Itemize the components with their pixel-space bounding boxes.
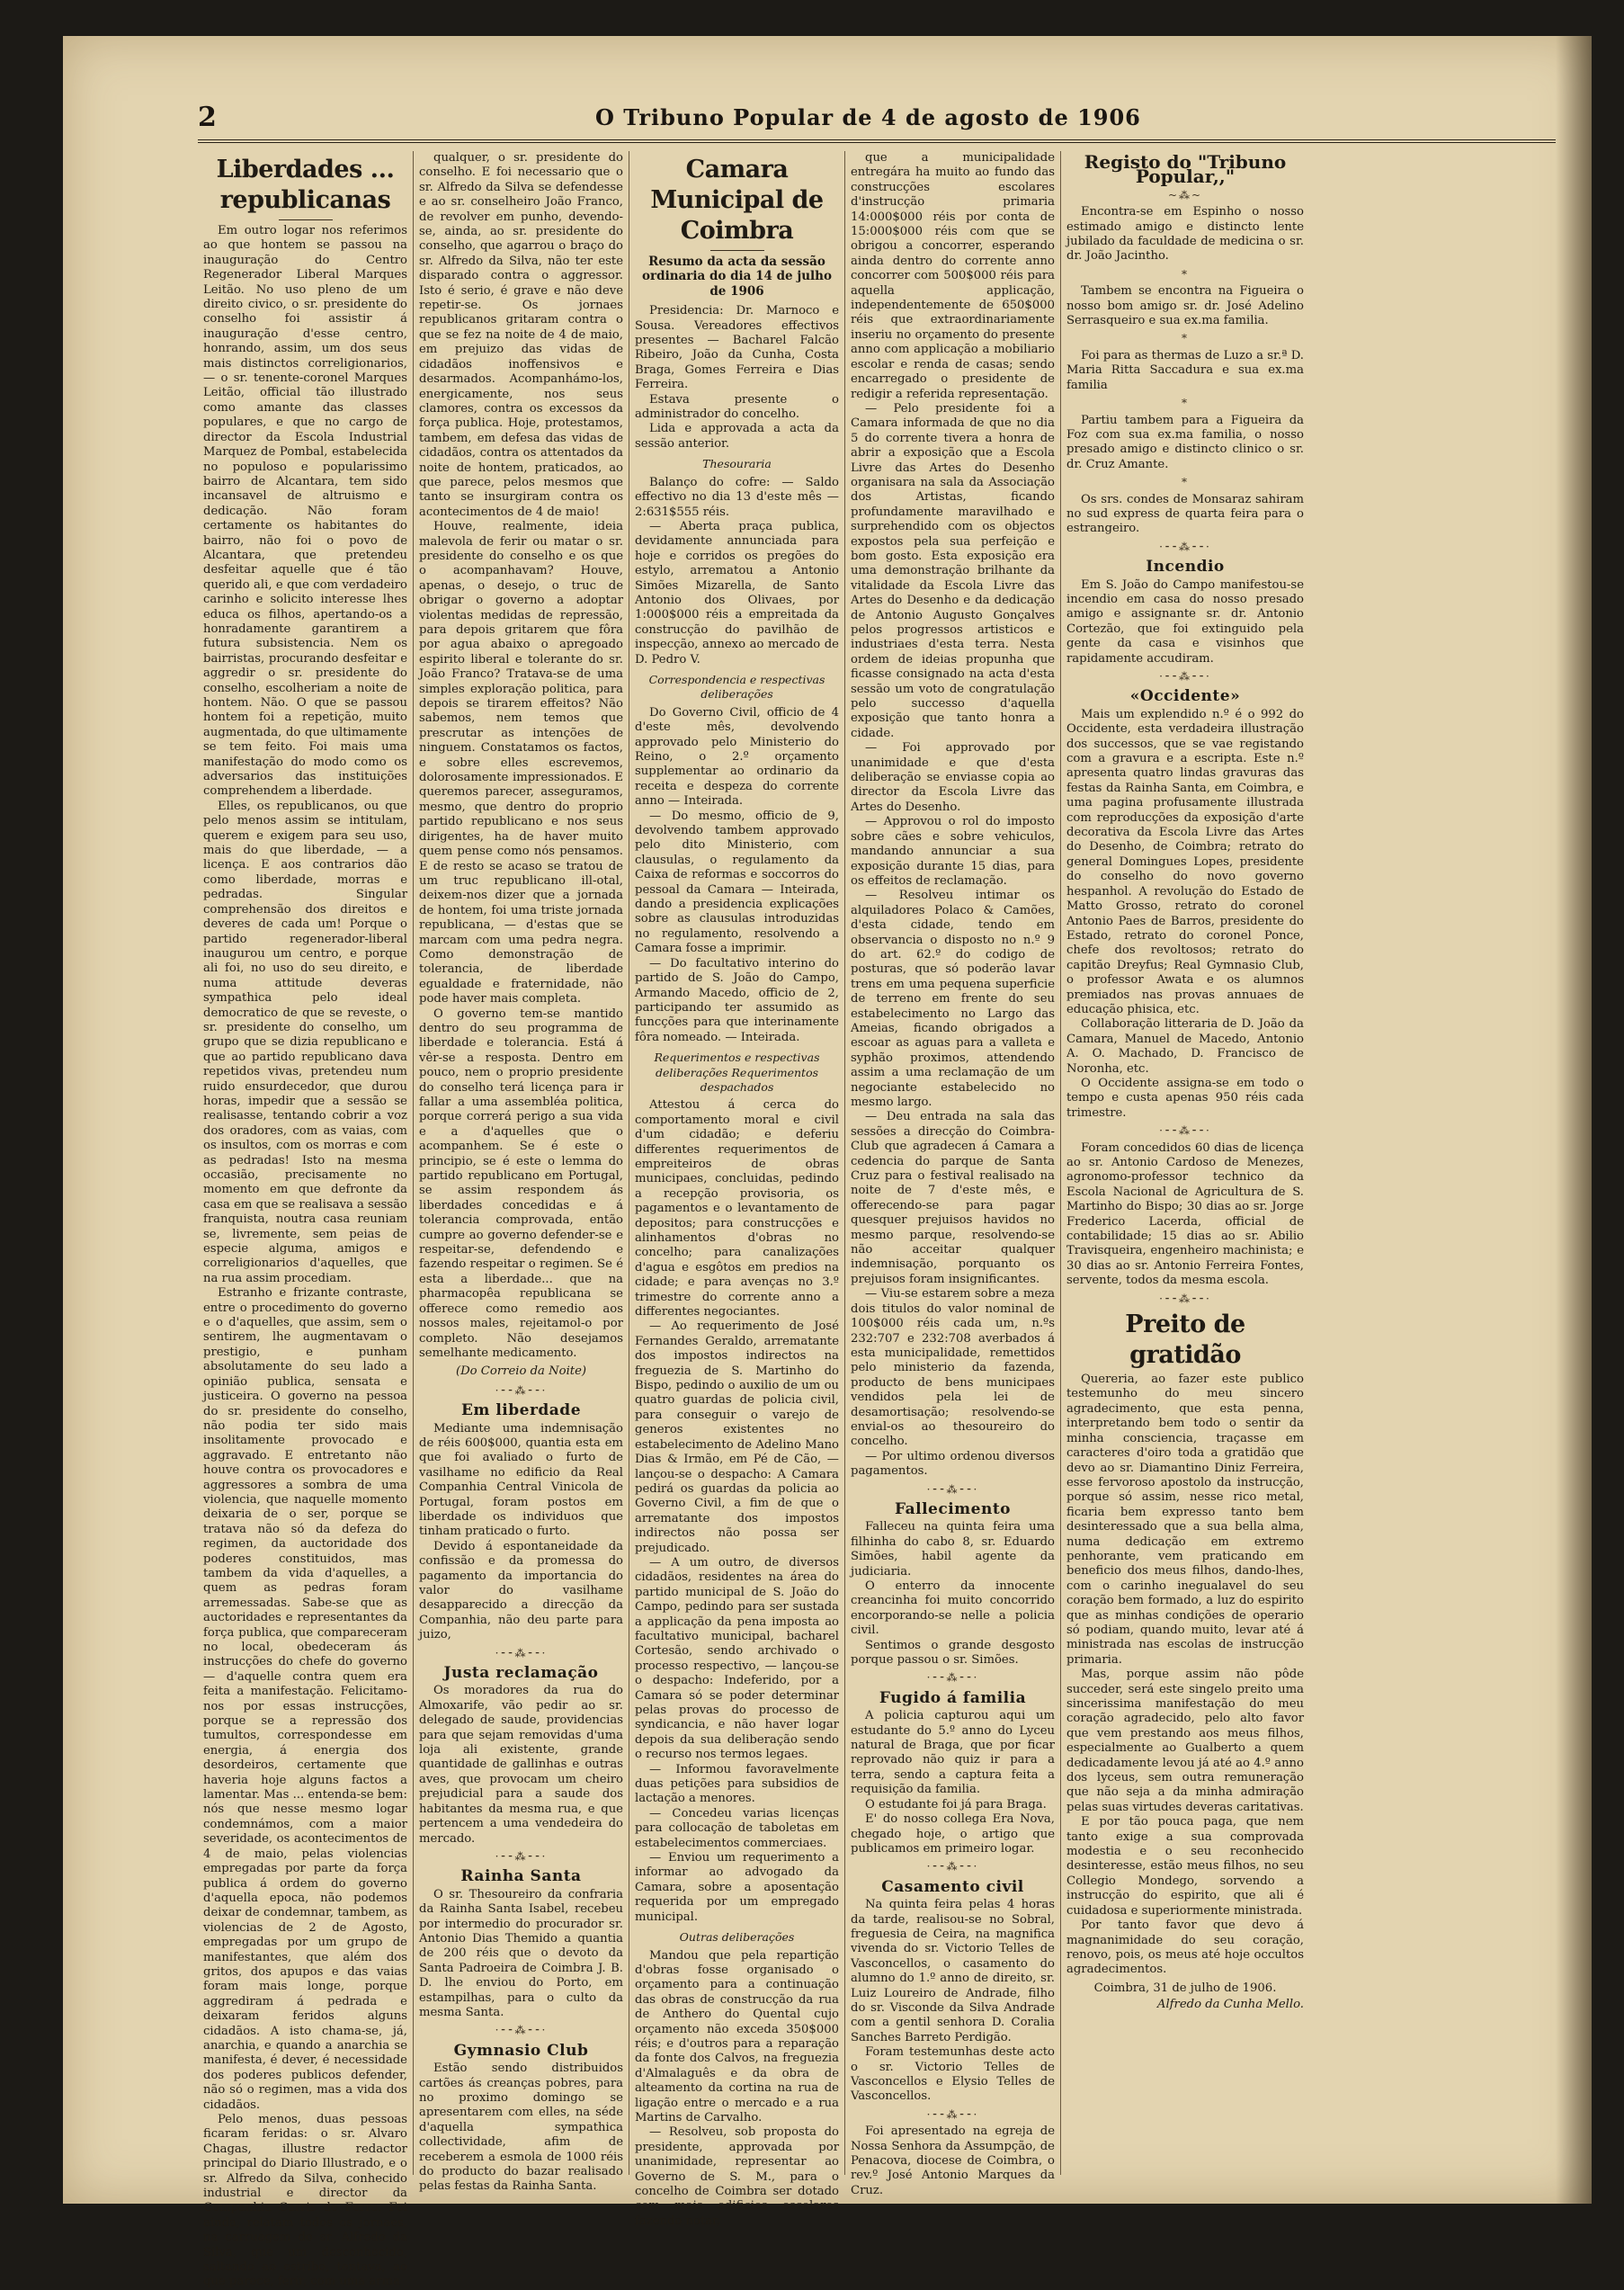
column-5 <box>1061 151 1309 2175</box>
ornament-divider: ·⁃⁃⁂⁃⁃· <box>495 1849 548 1863</box>
article-paragraph: Na quinta feira pelas 4 horas da tarde, realisou-se no Sobral, freguesia de Ceira, na magnifica vivenda do sr. Victorio Telles de Vasconcellos, o casamento do alumno do 1.º anno de direito, sr. Luiz Loureiro de Andrade, filho do sr. Visconde da Silva Andrade com a gentil senhora D. Coralia Sanches Barreto Perdigão. <box>851 1898 1055 2044</box>
article-paragraph: Pelo menos, duas pessoas ficaram feridas: o sr. Alvaro Chagas, illustre redactor principal do Diario Illustrado, e o sr. Alfredo da Silva, conhecido industrial e director da Companhia Carris de Ferro. Foi ainda, relatam todos os jornaes, na carruagem do sr. Alfredo da Silva, que um desconhecido, saltando ao estribo, tentava, ao que parece, ferir, com uma arma <box>203 2113 407 2289</box>
page-number: 2 <box>198 101 217 133</box>
headline-registo: Registo do "Tribuno Popular,," <box>1084 151 1287 188</box>
article-paragraph: qualquer, o sr. presidente do conselho. E foi necessario que o sr. Alfredo da Silva se defendesse e ao sr. conselheiro João Franco, de revolver em punho, devendo-se, ainda, ao sr. presidente do conselho, que agarrou o braço do sr. Alfredo da Silva, não ter este disparado contra o aggressor. Isto é serio, é grave e não deve repetir-se. Os jornaes republicanos gritaram contra o que se fez na noite de 4 de maio, em prejuizo das vidas de cidadãos inoffensivos e desarmados. Acompanhámo-los, energicamente, nos seus clamores, contra os excessos da força publica. Hoje, protestamos, tambem, em defesa das vidas de cidadãos, contra os attentados da noite de hontem, praticados, ao que parece, pelos mesmos que tanto se insurgiram contra os acontecimentos de 4 de maio! <box>419 151 623 519</box>
column-4 <box>845 151 1061 2197</box>
article-paragraph: O sr. Thesoureiro da confraria da Rainha Santa Isabel, recebeu por intermedio do procurador sr. Antonio Dias Themido a quantia de 200 réis que o devoto da Santa Padroeira de Coimbra J. B. D. lhe enviou do Porto, em estampilhas, para o culto da mesma Santa. <box>419 1887 623 2019</box>
article-paragraph: Em outro logar nos referimos ao que hontem se passou na inauguração do Centro Regenerador Liberal Marques Leitão. No uso pleno de um direito civico, o sr. presidente do conselho foi assistir á inauguração d'esse centro, honrando, assim, um dos seus mais distinctos correligionarios, — o sr. tenente-coronel Marques Leitão, official tão illustrado como amante das classes populares, e que no cargo de director da Escola Industrial Marquez de Pombal, estabelecida no populoso e popularissimo bairro de Alcantara, tem sido incansavel de altruismo e dedicação. Não foram certamente os habitantes do bairro, não foi o povo de Alcantara, que pretendeu desfeitar aquelle que é tão querido ali, e que com verdadeiro carinho e solicito interesse lhes educa os filhos, apertando-os a honradamente garantirem a futura subsistencia. Nem os bairristas, procurando desfeitar e aggredir o sr. presidente do conselho, escolheriam a noite de hontem. Não. O que se passou hontem foi a repetição, muito augmentada, do que ultimamente se tem feito. Foi mais uma manifestação do modo como os adversarios das instituições comprehendem a liberdade. <box>203 224 407 799</box>
page-spine-shadow <box>1556 36 1592 2204</box>
article-paragraph: Estranho e frizante contraste, entre o procedimento do governo e o d'aquelles, que assim, sem o sentirem, lhe augmentavam o prestigio, e punham absolutamente do seu lado a opinião publica, sensata e justiceira. O governo na pessoa do sr. presidente do conselho, não podia ter sido mais insolitamente provocado e aggravado. E entretanto não houve contra os provocadores e aggressores a sombra de uma violencia, que naquelle momento deixaria de o ser, porque se tratava não só da defeza do regimen, da auctoridade dos poderes constituidos, mas tambem da vida d'aquelles, a quem as pedras foram arremessadas. Sabe-se que as auctoridades e representantes da força publica, que compareceram no local, obedeceram ás instrucções do chefe do governo — d'aquelle contra quem era feita a manifestação. Felicitamo-nos por essas instrucções, porque se a repressão dos tumultos, correspondesse em energia, á energia dos desordeiros, certamente que haveria hoje alguns factos a lamentar. Mas ... entenda-se bem: nós que nesse mesmo logar condemnámos, com a maior severidade, os acontecimentos de 4 de maio, pelas violencias empregadas por parte da força publica á ordem do governo d'aquella epoca, não podemos deixar de condemnar, tambem, as violencias de 2 de Agosto, empregadas por um grupo de manifestantes, que além dos gritos, dos apupos e das vaias foram mais longe, porque aggrediram á pedrada e deixaram feridos alguns cidadãos. A isto chama-se, já, anarchia, e quando a anarchia se manifesta, é dever, é necessidade dos poderes publicos defender, não só o regimen, mas a vida dos cidadãos. <box>203 1286 407 2112</box>
article-paragraph: — Concedeu varias licenças para collocação de taboletas em estabelecimentos commerciaes. <box>635 1806 839 1850</box>
headline-fallecimento: Fallecimento <box>894 1499 1012 1518</box>
ornament-divider: ·⁃⁃⁂⁃⁃· <box>1159 670 1211 683</box>
article-paragraph: Attestou á cerca do comportamento moral e civil d'um cidadão; e deferiu differentes requerimentos de empreiteiros de obras municipaes, concluidas, pedindo a recepção provisoria, os pagamentos e o levantamento de depositos; para construcções e alinhamentos d'obras no concelho; para canalizações d'agua e esgôtos em predios na cidade; e para avenças no 3.º trimestre do corrente anno a differentes negociantes. <box>635 1098 839 1319</box>
article-paragraph: Por tanto favor que devo á magnanimidade do seu coração, renovo, pois, os meus até hoje occultos agradecimentos. <box>1066 1919 1304 1977</box>
letter-date: Coimbra, 31 de julho de 1906. <box>1093 1981 1277 1995</box>
ornament-divider: ·⁃⁃⁂⁃⁃· <box>926 1860 979 1874</box>
article-paragraph: — Resolveu intimar os alquiladores Polaco & Camões, d'esta cidade, tendo em observancia o disposto no n.º 9 do art. 62.º do codigo de posturas, que só poderão lavar trens em uma pequena superficie de terreno em frente do seu estabelecimento no Largo das Ameias, ficando obrigados a escoar as aguas para a valleta e syphão proximos, attendendo assim a uma reclamação de um negociante estabelecido no mesmo largo. <box>851 889 1055 1109</box>
subheadline-acta: Resumo da acta da sessão ordinaria do dia 14 de julho de 1906 <box>642 255 832 299</box>
article-paragraph: Mais um explendido n.º é o 992 do Occidente, esta verdadeira illustração dos successos, que se vae registando com a gravura e a escripta. Este n.º apresenta quatro lindas gravuras das festas da Rainha Santa, em Coimbra, e uma pagina profusamente illustrada com reproducções da exposição d'arte decorativa da Escola Livre das Artes do Desenho, de Coimbra; retrato do general Domingues Lopes, presidente do conselho do novo governo hespanhol. A revolução do Estado de Matto Grosso, retrato do coronel Antonio Paes de Barros, presidente do Estado, retrato do coronel Ponce, chefe dos revoltosos; retrato do capitão Dreyfus; Real Gymnasio Club, o professor Awata e os alumnos premiados nas provas annuaes de educação phisica, etc. <box>1066 707 1304 1016</box>
divider <box>279 219 333 220</box>
article-paragraph: que a municipalidade entregára ha muito ao fundo das construcções escolares d'instrucção primaria 14:000$000 réis por conta de 15:000$000 réis com que se obrigou a concorrer, esperando ainda dentro do corrente anno concorrer com 500$000 réis para aquella applicação, independentemente de 650$000 réis que extraordinariamente inseriu no orçamento do presente anno com applicação a mobiliario escolar e renda de casas; sendo encarregado o presidente de redigir a referida representação. <box>851 151 1055 401</box>
article-paragraph: Os moradores da rua do Almoxarife, vão pedir ao sr. delegado de saude, providencias para que sejam removidas d'uma loja ali existente, grande quantidade de gallinhas e outras aves, que provocam um cheiro prejudicial para a saude dos habitantes da mesma rua, e que pertencem a uma vendedeira do mercado. <box>419 1684 623 1846</box>
bullet-star: * <box>1182 397 1189 410</box>
article-paragraph: E por tão pouca paga, que nem tanto exige a sua comprovada modestia e o seu reconhecido desinteresse, estão meus filhos, no seu Collegio Mondego, sorvendo a instrucção do espirito, que ali é cuidadosa e superiormente ministrada. <box>1066 1815 1304 1918</box>
letter-signature: Alfredo da Cunha Mello. <box>1156 1998 1304 2012</box>
headline-em-liberdade: Em liberdade <box>460 1401 582 1420</box>
article-paragraph: Sentimos o grande desgosto porque passou o sr. Simões. <box>851 1638 1055 1668</box>
article-paragraph: Elles, os republicanos, ou que pelo menos assim se intitulam, querem e exigem para seu uso, mais do que liberdade, — a licença. E aos contrarios dão como liberdade, morras e pedradas. Singular comprehensão dos direitos e deveres de cada um! Porque o partido regenerador-liberal inaugurou um centro, e porque ali foi, no uso do seu direito, e numa attitude deveras sympathica pelo ideal democratico de que se reveste, o sr. presidente do conselho, um grupo que se dizia republicano e que ao partido republicano dava repetidos vivas, pretendeu num ruido ensurdecedor, que durou horas, impedir que a sessão se realisasse, tentando cobrir a voz dos oradores, com as vaias, com os insultos, com os morras e com as pedradas! Isto na mesma occasião, precisamente no momento em que defronte da casa em que se realisava a sessão franquista, noutra casa reuniam se, livremente, sem peias de especie alguma, amigos e correligionarios d'aquelles, que na rua assim procediam. <box>203 799 407 1285</box>
article-paragraph: Houve, realmente, ideia malevola de ferir ou matar o sr. presidente do conselho e os que o acompanhavam? Houve, apenas, o desejo, o truc de obrigar o governo a adoptar violentas medidas de repressão, para depois gritarem que fôra por agua abaixo o apregoado espirito liberal e tolerante do sr. João Franco? Tratava-se de uma simples exploração politica, para depois se tirarem effeitos? Não sabemos, nem temos que prescrutar as intenções de ninguem. Constatamos os factos, e sobre elles escrevemos, dolorosamente impressionados. E queremos parecer, asseguramos, mesmo, que dentro do proprio partido republicano e nos seus dirigentes, ha de haver muito quem pense como nós pensamos. E de resto se acaso se tratou de um truc republicano ill-otal, deixem-nos dizer que a jornada de hontem, foi uma triste jornada republicana, — d'estas que se marcam com uma pedra negra. Como demonstração de tolerancia, de liberdade egualdade e fraternidade, não pode haver mais completa. <box>419 520 623 1006</box>
article-paragraph: — Pelo presidente foi a Camara informada de que no dia 5 do corrente tivera a honra de abrir a exposição que a Escola Livre das Artes do Desenho organisara na sala da Associação dos Artistas, ficando profundamente maravilhado e surprehendido com os objectos expostos pela sua perfeição e bom gosto. Esta exposição era uma demonstração brilhante da vitalidade da Escola Livre das Artes do Desenho e da dedicação de Antonio Augusto Gonçalves pelos progressos artisticos e industriaes d'esta terra. Nesta ordem de ideias propunha que ficasse consignado na acta d'esta sessão um voto de congratulação pelo successo d'aquella exposição que tanto honra a cidade. <box>851 401 1055 740</box>
article-paragraph: Partiu tambem para a Figueira da Foz com sua ex.ma familia, o nosso presado amigo e distincto clinico o sr. dr. Cruz Amante. <box>1066 413 1304 471</box>
article-paragraph: — Enviou um requerimento a informar ao advogado da Camara, sobre a aposentação requerida por um empregado municipal. <box>635 1851 839 1924</box>
article-paragraph: — Approvou o rol do imposto sobre cães e sobre vehiculos, mandando annunciar a sua exposição durante 15 dias, para os effeitos de reclamação. <box>851 815 1055 888</box>
article-paragraph: — Do facultativo interino do partido de S. João do Campo, Armando Macedo, officio de 2, participando ter assumido as funcções para que interinamente fôra nomeado. — Inteirada. <box>635 956 839 1044</box>
article-paragraph: Foram testemunhas deste acto o sr. Victorio Telles de Vasconcellos e Elysio Telles de Vasconcellos. <box>851 2045 1055 2104</box>
article-paragraph: — Informou favoravelmente duas petições para subsidios de lactação a menores. <box>635 1762 839 1806</box>
article-paragraph: O Occidente assigna-se em todo o tempo e custa apenas 950 réis cada trimestre. <box>1066 1076 1304 1120</box>
article-paragraph: Foi para as thermas de Luzo a sr.ª D. Maria Ritta Saccadura e sua ex.ma familia <box>1066 348 1304 392</box>
article-paragraph: A policia capturou aqui um estudante do 5.º anno do Lyceu natural de Braga, que por ficar reprovado não quiz ir para a terra, sendo a captura feita a requisição da familia. <box>851 1709 1055 1797</box>
ornament-divider: ·⁃⁃⁂⁃⁃· <box>1159 1292 1211 1305</box>
ornament-divider: ·⁃⁃⁂⁃⁃· <box>1159 540 1211 553</box>
article-paragraph: Estava presente o administrador do concelho. <box>635 392 839 422</box>
subsection-correspondencia: Correspondencia e respectivas deliberações <box>648 672 825 702</box>
article-paragraph: Falleceu na quinta feira uma filhinha do cabo 8, sr. Eduardo Simões, habil agente da judiciaria. <box>851 1520 1055 1579</box>
article-paragraph: Estão sendo distribuidos cartões ás creanças pobres, para no proximo domingo se apresentarem com elles, na séde d'aquella sympathica collectividade, afim de receberem a esmola de 1000 réis do producto do bazar realisado pelas festas da Rainha Santa. <box>419 2062 623 2194</box>
headline-occidente: «Occidente» <box>1129 687 1241 706</box>
subsection-thesouraria: Thesouraria <box>702 457 772 471</box>
headline-casamento-civil: Casamento civil <box>881 1877 1024 1896</box>
ornament-divider: ·⁃⁃⁂⁃⁃· <box>926 1482 979 1496</box>
article-paragraph: Em S. João do Campo manifestou-se incendio em casa do nosso presado amigo e assignante sr. dr. Antonio Cortezão, que foi extinguido pela gente da casa e visinhos que rapidamente accudiram. <box>1066 577 1304 666</box>
article-paragraph: — A um outro, de diversos cidadãos, residentes na área do partido municipal de S. João do Campo, pedindo para ser sustada a applicação da pena imposta ao facultativo municipal, bacharel Cortesão, sendo archivado o processo respectivo, — lançou-se o despacho: Indeferido, por a Camara só se poder determinar pelas provas do processo de syndicancia, e não haver logar depois da sua deliberação sendo o recurso nos termos legaes. <box>635 1555 839 1762</box>
headline-fugido-a-familia: Fugido á familia <box>879 1688 1027 1707</box>
article-paragraph: E' do nosso collega Era Nova, chegado hoje, o artigo que publicamos em primeiro logar. <box>851 1812 1055 1856</box>
article-paragraph: Devido á espontaneidade da confissão e da promessa do pagamento da importancia do valor do vasilhame desapparecido a direcção da Companhia, não deu parte para juizo, <box>419 1539 623 1642</box>
column-1 <box>198 151 414 2289</box>
source-credit: (Do Correio da Noite) <box>455 1364 587 1379</box>
headline-camara-municipal: Camara Municipal de Coimbra <box>650 156 824 245</box>
columns <box>198 151 1556 2289</box>
ornament-divider: ~⁂~ <box>1167 188 1203 201</box>
headline-justa-reclamacao: Justa reclamação <box>443 1664 599 1683</box>
article-paragraph: Tambem se encontra na Figueira o nosso bom amigo sr. dr. José Adelino Serrasqueiro e sua ex.ma familia. <box>1066 284 1304 328</box>
article-paragraph: O estudante foi já para Braga. <box>865 1797 1047 1811</box>
headline-incendio: Incendio <box>1146 558 1225 577</box>
article-paragraph: Mediante uma indemnisação de réis 600$000, quantia esta em que foi avaliado o furto de vasilhame no edificio da Real Companhia Central Vinicola de Portugal, foram postos em liberdade os individuos que tinham praticado o furto. <box>419 1421 623 1539</box>
article-paragraph: Do Governo Civil, officio de 4 d'este mês, devolvendo approvado pelo Ministerio do Reino, o 2.º orçamento supplementar ao ordinario da receita e despeza do corrente anno — Inteirada. <box>635 705 839 809</box>
article-paragraph: Mandou que pela repartição d'obras fosse organisado o orçamento para a continuação das obras de construcção da rua de Anthero do Quental cujo orçamento não exceda 350$000 réis; e d'outros para a reparação da fonte dos Calvos, na freguezia d'Almalaguês e da obra de alteamento da cortina na rua de ligação entre o mercado e a rua Martins de Carvalho. <box>635 1948 839 2125</box>
divider <box>710 250 764 251</box>
article-paragraph: Balanço do cofre: — Saldo effectivo no dia 13 d'este mês — 2:631$555 réis. <box>635 475 839 519</box>
bullet-star: * <box>1182 267 1189 281</box>
ornament-divider: ·⁃⁃⁂⁃⁃· <box>926 2107 979 2121</box>
headline-gymnasio-club: Gymnasio Club <box>453 2041 589 2060</box>
article-paragraph: Mas, porque assim não pôde succeder, será este singelo preito uma sincerissima manifestação do meu coração agradecido, pelo alto favor que vem prestando aos meus filhos, especialmente ao Gualberto a quem dedicadamente levou já até ao 4.º anno dos lyceus, sem outra remuneração que não seja a da minha admiração pelas suas virtudes deveras caritativas. <box>1066 1668 1304 1814</box>
article-paragraph: — Ao requerimento de José Fernandes Geraldo, arrematante dos impostos indirectos na freguezia de S. Martinho do Bispo, pedindo o auxilio de um ou quatro guardas de policia civil, para conseguir o varejo de generos existentes no estabelecimento de Adelino Mano Dias & Irmão, em Pé de Cão, — lançou-se o despacho: A Camara pedirá os guardas da policia ao Governo Civil, a fim de que o arrematante dos impostos indirectos não possa ser prejudicado. <box>635 1319 839 1555</box>
subsection-requerimentos: Requerimentos e respectivas deliberações Requerimentos despachados <box>654 1051 820 1094</box>
article-paragraph: — Do mesmo, officio de 9, devolvendo tambem approvado pelo dito Ministerio, com clausulas, o regulamento da Caixa de reformas e soccorros do pessoal da Camara — Inteirada, dando a presidencia explicações sobre as clausulas introduzidas no regulamento, resolvendo a Camara fosse a imprimir. <box>635 809 839 956</box>
article-paragraph: — Por ultimo ordenou diversos pagamentos. <box>851 1449 1055 1479</box>
article-paragraph: Foram concedidos 60 dias de licença ao sr. Antonio Cardoso de Menezes, agronomo-professor technico da Escola Nacional de Agricultura de S. Martinho do Bispo; 30 dias ao sr. Jorge Frederico Lacerda, official de contabilidade; 15 dias ao sr. Abilio Travisqueira, engenheiro machinista; e 30 dias ao sr. Antonio Ferreira Fontes, servente, todos da mesma escola. <box>1066 1141 1304 1288</box>
article-paragraph: — Aberta praça publica, devidamente annunciada para hoje e corridos os pregões do estylo, arrematou a Antonio Simões Mizarella, de Santo Antonio dos Olivaes, por 1:000$000 réis a empreitada da construcção do pavilhão de inspecção, annexo ao mercado de D. Pedro V. <box>635 519 839 666</box>
headline-liberdades: Liberdades ... republicanas <box>216 156 395 214</box>
article-paragraph: Foi apresentado na egreja de Nossa Senhora da Assumpção, de Penacova, diocese de Coimbra, o rev.º José Antonio Marques da Cruz. <box>851 2125 1055 2197</box>
ornament-divider: ·⁃⁃⁂⁃⁃· <box>495 2024 548 2037</box>
newspaper-page <box>63 36 1592 2289</box>
running-title: O Tribuno Popular de 4 de agosto de 1906 <box>595 103 1141 130</box>
header-rule <box>198 139 1556 143</box>
ornament-divider: ·⁃⁃⁂⁃⁃· <box>495 1646 548 1659</box>
article-paragraph: Encontra-se em Espinho o nosso estimado amigo e distincto lente jubilado da faculdade de medicina o sr. dr. João Jacintho. <box>1066 205 1304 264</box>
article-paragraph: Quereria, ao fazer este publico testemunho do meu sincero agradecimento, que esta penna, interpretando bem todo o sentir da minha consciencia, traçasse em caracteres d'oiro toda a gratidão que devo ao sr. Diamantino Diniz Ferreira, esse fervoroso apostolo da instrucção, porque só assim, nesse rico metal, ficaria bem expresso tanto bem desinteressado que a sua bella alma, numa dedicação em extremo penhorante, vem praticando em beneficio dos meus filhos, dando-lhes, com o carinho inegualavel do seu coração bem formado, a luz do espirito que as minhas condições de operario só podiam, quando muito, levar até á ministrada nas escolas de instrucção primaria. <box>1066 1373 1304 1667</box>
subsection-outras-deliberacoes: Outras deliberações <box>679 1930 795 1945</box>
article-paragraph: O enterro da innocente creancinha foi muito concorrido encorporando-se nelle a policia civil. <box>851 1579 1055 1638</box>
headline-preito-de-gratidao: Preito de gratidão <box>1125 1310 1245 1370</box>
column-2 <box>414 151 629 2194</box>
article-paragraph: Presidencia: Dr. Marnoco e Sousa. Vereadores effectivos presentes — Bacharel Falcão Ribeiro, João da Cunha, Costa Braga, Gomes Ferreira e Dias Ferreira. <box>635 304 839 392</box>
bullet-star: * <box>1182 332 1189 345</box>
page-header <box>198 99 1547 135</box>
bullet-star: * <box>1182 476 1189 489</box>
article-paragraph: Lida e approvada a acta da sessão anterior. <box>635 422 839 451</box>
article-paragraph: Collaboração litteraria de D. João da Camara, Manuel de Macedo, Antonio A. O. Machado, D. Francisco de Noronha, etc. <box>1066 1017 1304 1076</box>
ornament-divider: ·⁃⁃⁂⁃⁃· <box>1159 1124 1211 1138</box>
article-paragraph: O governo tem-se mantido dentro do seu programma de liberdade e tolerancia. Está á vêr-se a resposta. Dentro em pouco, nem o proprio presidente do conselho terá licença para ir fallar a uma assembléa politica, porque correrá perigo a sua vida e a d'aquelles que o acompanhem. Se é este o principio, se é este o lemma do partido republicano em Portugal, se assim respondem ás liberdades concedidas e á tolerancia comprovada, então cumpre ao governo defender-se e respeitar-se, defendendo e fazendo respeitar o regimen. Se é esta a liberdade... que na pharmacopêa republicana se offerece como remedio aos nossos males, rejeitamol-o por completo. Não desejamos semelhante medicamento. <box>419 1006 623 1360</box>
article-paragraph: — Foi approvado por unanimidade e que d'esta deliberação se enviasse copia ao director da Escola Livre das Artes do Desenho. <box>851 741 1055 814</box>
ornament-divider: ·⁃⁃⁂⁃⁃· <box>926 1671 979 1685</box>
article-paragraph: — Viu-se estarem sobre a meza dois titulos do valor nominal de 100$000 réis cada um, n.ºs 232:707 e 232:708 averbados á esta municipalidade, remettidos pelo ministerio da fazenda, producto de bens municipaes vendidos pela lei de desamortisação; resolvendo-se envial-os ao thesoureiro do concelho. <box>851 1287 1055 1449</box>
headline-rainha-santa: Rainha Santa <box>460 1867 582 1886</box>
article-paragraph: Os srs. condes de Monsaraz sahiram no sud express de quarta feira para o estrangeiro. <box>1066 492 1304 536</box>
article-paragraph: — Resolveu, sob proposta do presidente, approvada por unanimidade, representar ao Governo de S. M., para o concelho de Coimbra ser dotado com mais edificios escolares fazendo notar, <box>635 2125 839 2228</box>
column-3 <box>629 151 845 2228</box>
article-paragraph: — Deu entrada na sala das sessões a direcção do Coimbra-Club que agradecen á Camara a cedencia do parque de Santa Cruz para o festival realisado na noite de 7 d'este mês, e offerecendo-se para pagar quesquer prejuisos havidos no mesmo parque, resolvendo-se não acceitar qualquer indemnisação, porquanto os prejuisos foram insignificantes. <box>851 1110 1055 1286</box>
ornament-divider: ·⁃⁃⁂⁃⁃· <box>495 1383 548 1397</box>
